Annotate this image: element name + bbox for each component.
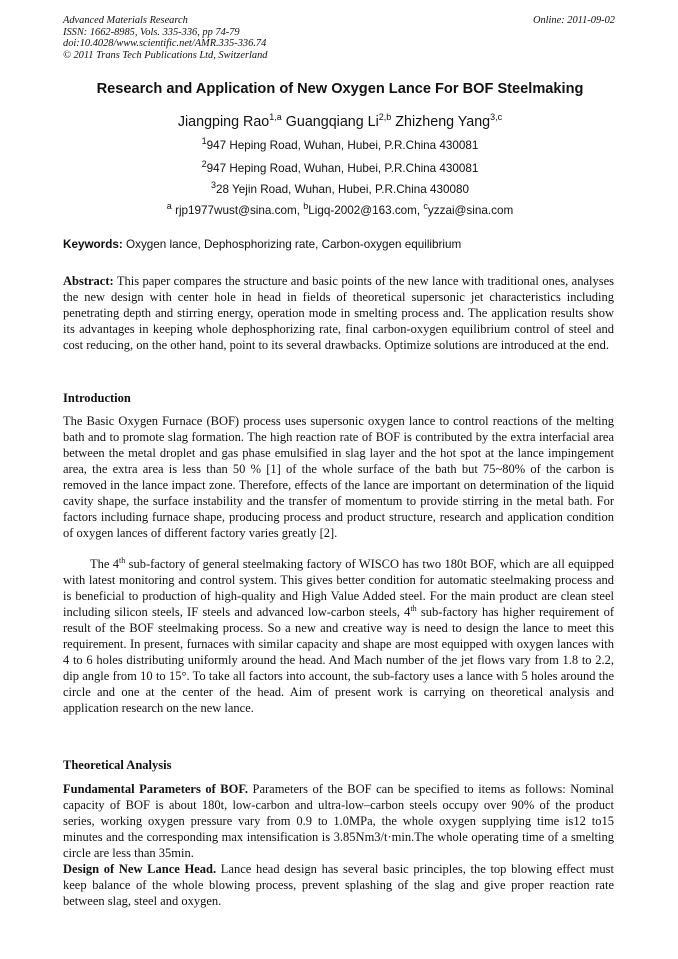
author-name: Guangqiang Li	[285, 114, 379, 130]
email-link[interactable]: yzzai@sina.com	[427, 204, 514, 217]
author-emails: $^a$ rjp1977wust@sina.com, $^b$Ligq-2002@163.com, $^c$yzzai@sina.com	[166, 201, 514, 217]
author-name: Jiangping Rao	[177, 114, 270, 130]
author-sup: 2,b	[378, 112, 392, 123]
section-heading-theoretical: Theoretical Analysis	[63, 758, 172, 772]
email-link[interactable]: rjp1977wust@sina.com,	[175, 204, 300, 217]
intro-paragraph-2: The 4th sub-factory of general steelmaking factory of WISCO has two 180t BOF, which are all equipped with latest monitoring and control system. This gives better condition for automatic steelmaking process and is beneficial to production of high-quality and High Value Added steel. For the main product are clean steel including silicon steels, IF steels and advanced low-carbon steels, 4th sub-factory has higher requirement of result of the BOF steelmaking process. So a new and creative way is need to design the lance to meet this requirement. In present, furnaces with similar capacity and shape are most equipped with oxygen lances with 4 to 6 holes distributing uniformly around the head. And Mach number of the jet flows vary from 1.8 to 2.2, dip angle from 10 to 15°. To take all factors into account, the sub-factory uses a lance with 5 holes around the circle and one at the center of the head. Aim of present work is carrying on theoretical analysis and application research on the new lance.	[63, 555, 614, 715]
keywords-text: Oxygen lance, Dephosphorizing rate, Carbon-oxygen equilibrium	[126, 238, 462, 251]
author-sup: 1,a	[269, 112, 282, 123]
online-date: Online: 2011-09-02	[532, 15, 615, 26]
fundamental-parameters-paragraph: Fundamental Parameters of BOF. Parameters of the BOF can be specified to items as follows: Nominal capacity of BOF is about 180t, low-carbon and ultra-low–carbon steels occupy over 90% of the product series, working oxygen pressure vary from 0.9 to 1.0MPa, the whole oxygen supplying time is12 to15 minutes and the corresponding max intensification is 3.85Nm3/t·min.The whole operating time of a smelting circle are less than 35min.	[63, 782, 614, 860]
lance-head-design-paragraph: Design of New Lance Head. Lance head design has several basic principles, the top blowing effect must keep balance of the whole blowing process, prevent splashing of the slag and give proper reaction rate between slag, steel and oxygen.	[63, 862, 614, 908]
keywords-label: Keywords:	[63, 238, 123, 251]
paper-title: Research and Application of New Oxygen Lance For BOF Steelmaking	[96, 81, 584, 97]
author-list	[40, 114, 640, 130]
journal-header	[63, 15, 615, 61]
issn: ISSN: 1662-8985, Vols. 335-336, pp 74-79	[63, 26, 240, 38]
abstract	[63, 273, 614, 353]
doi: doi:10.4028/www.scientific.net/AMR.335-336.74	[63, 38, 267, 49]
affiliation: $^3$28 Yejin Road, Wuhan, Hubei, P.R.China 430080	[211, 180, 469, 196]
affiliation: $^1$947 Heping Road, Wuhan, Hubei, P.R.China 430081	[201, 136, 479, 152]
author-name: Zhizheng Yang	[395, 114, 491, 130]
email-link[interactable]: Ligq-2002@163.com,	[308, 204, 421, 217]
affiliation: $^2$947 Heping Road, Wuhan, Hubei, P.R.China 430081	[201, 159, 479, 175]
copyright: © 2011 Trans Tech Publications Ltd, Switzerland	[63, 49, 268, 61]
keywords	[63, 238, 623, 251]
section-heading-introduction: Introduction	[63, 391, 131, 405]
abstract-text: This paper compares the structure and basic points of the new lance with traditional ones, analyses the new design with center hole in head in fields of theoretical supersonic jet characteristics including penetrating depth and stirring energy, operation mode in smelting process and. The application results show its advantages in keeping whole dephosphorizing rate, final carbon-oxygen equilibrium control of steel and cost reducing, on the other hand, point to its several drawbacks. Optimize solutions are introduced at the end.	[63, 274, 614, 352]
intro-paragraph-1: The Basic Oxygen Furnace (BOF) process uses supersonic oxygen lance to control reactions of the melting bath and to promote slag formation. The high reaction rate of BOF is contributed by the extra interfacial area between the metal droplet and gas phase emulsified in slag layer and the hot spot at the lance impingement area, the extra area is less than 50 % [1] of the whole surface of the bath but 75~80% of the carbon is removed in the lance impact zone. Therefore, effects of the lance are important on determination of the liquid cavity shape, the surface instability and the transfer of momentum to provide stirring in the metal bath. For factors including furnace shape, producing process and product structure, research and application condition of oxygen lances of different factory varies greatly [2].	[63, 414, 614, 540]
journal-name: Advanced Materials Research	[63, 15, 188, 26]
abstract-label: Abstract:	[63, 274, 114, 288]
author-sup: 3,c	[490, 112, 503, 123]
